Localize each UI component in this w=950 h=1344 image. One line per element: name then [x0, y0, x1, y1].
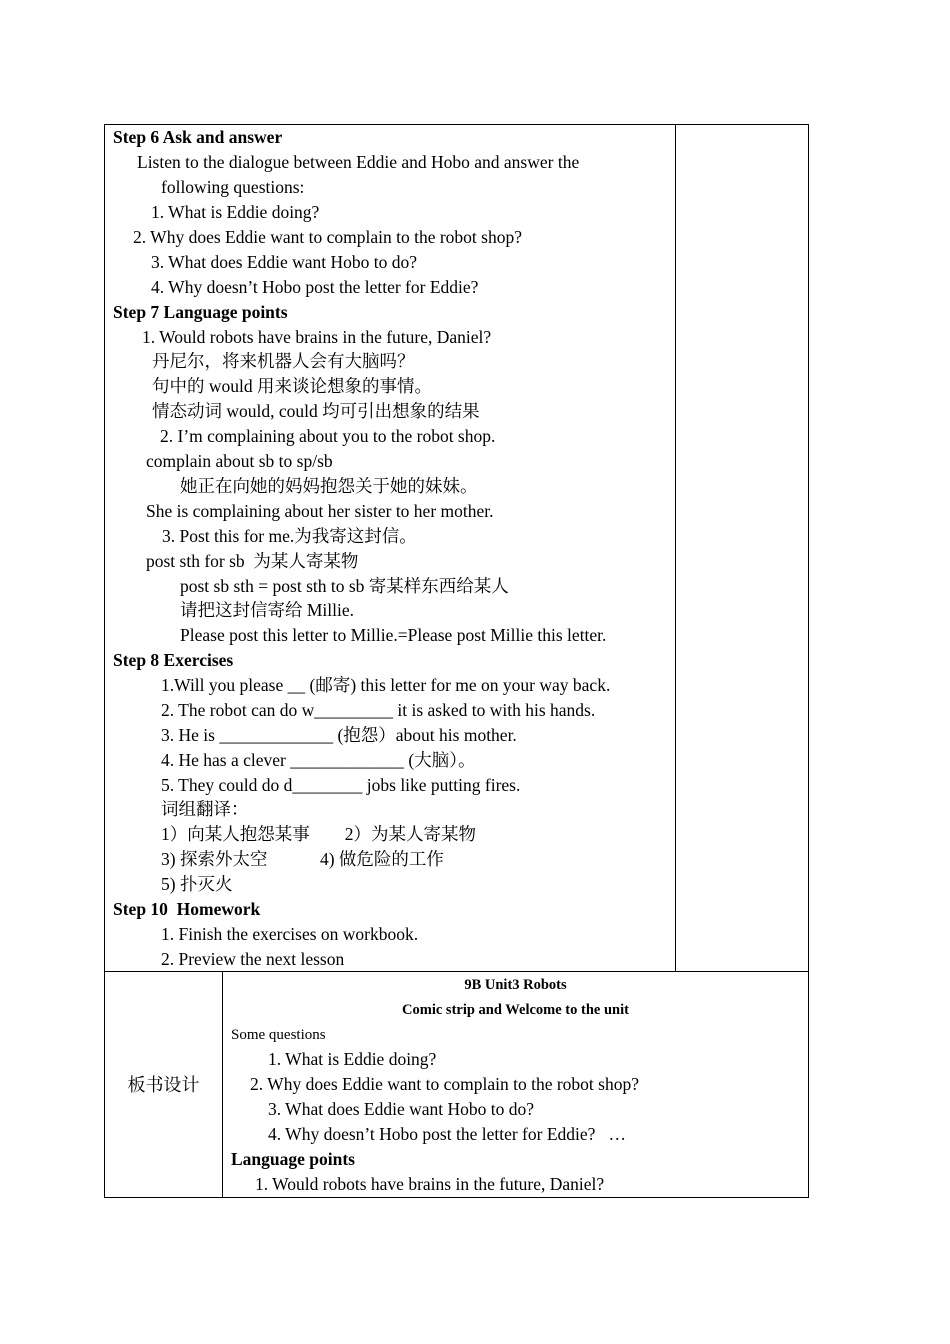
exercise-5: 5. They could do d________ jobs like putting fires. [161, 775, 521, 795]
question-3: 3. What does Eddie want Hobo to do? [151, 252, 418, 272]
board-question-2: 2. Why does Eddie want to complain to the robot shop? [250, 1074, 639, 1094]
board-question-1: 1. What is Eddie doing? [268, 1049, 437, 1069]
board-questions-heading: Some questions [231, 1027, 326, 1043]
step8-heading: Step 8 Exercises [113, 650, 234, 670]
point-2: 2. I’m complaining about you to the robot shop. [160, 426, 496, 446]
exercise-2: 2. The robot can do w_________ it is asked to with his hands. [161, 700, 596, 720]
board-point-1: 1. Would robots have brains in the future, Daniel? [255, 1174, 605, 1194]
point-1-note: 句中的 would 用来谈论想象的事情。 [152, 376, 432, 396]
exercise-4: 4. He has a clever _____________ (大脑）。 [161, 750, 476, 770]
point-1-note-2: 情态动词 would, could 均可引出想象的结果 [152, 401, 480, 421]
step7-heading: Step 7 Language points [113, 302, 288, 322]
point-3: 3. Post this for me.为我寄这封信。 [162, 526, 417, 546]
exercise-1: 1.Will you please __ (邮寄) this letter for me on your way back. [161, 675, 611, 695]
point-2-example-cn: 她正在向她的妈妈抱怨关于她的妹妹。 [180, 476, 478, 496]
point-2-example-en: She is complaining about her sister to her mother. [146, 501, 494, 521]
point-1: 1. Would robots have brains in the future, Daniel? [142, 327, 492, 347]
board-design-label: 板书设计 [127, 1075, 200, 1095]
point-3-pattern: post sth for sb 为某人寄某物 [146, 551, 359, 571]
exercise-3: 3. He is _____________ (抱怨）about his mother. [161, 725, 517, 745]
board-subtitle: Comic strip and Welcome to the unit [402, 1002, 629, 1018]
phrase-row-1: 1）向某人抱怨某事 2）为某人寄某物 [161, 824, 476, 844]
point-2-pattern: complain about sb to sp/sb [146, 451, 333, 471]
step10-heading: Step 10 Homework [113, 899, 261, 919]
board-question-3: 3. What does Eddie want Hobo to do? [268, 1099, 535, 1119]
board-question-4: 4. Why doesn’t Hobo post the letter for Eddie? … [268, 1124, 627, 1144]
step6-instruction-cont: following questions: [161, 177, 305, 197]
point-3-pattern-2: post sb sth = post sth to sb 寄某样东西给某人 [180, 576, 509, 596]
question-2: 2. Why does Eddie want to complain to the robot shop? [133, 227, 522, 247]
homework-1: 1. Finish the exercises on workbook. [161, 924, 419, 944]
phrase-row-2: 3) 探索外太空 4) 做危险的工作 [161, 849, 444, 869]
phrase-row-3: 5) 扑灭火 [161, 874, 233, 894]
board-title: 9B Unit3 Robots [464, 977, 567, 993]
point-1-translation: 丹尼尔，将来机器人会有大脑吗？ [152, 351, 415, 371]
step6-heading: Step 6 Ask and answer [113, 127, 283, 147]
notes-cell [675, 124, 809, 972]
step6-instruction: Listen to the dialogue between Eddie and Hobo and answer the [137, 152, 580, 172]
phrase-translation-heading: 词组翻译： [161, 799, 249, 819]
point-3-example-en: Please post this letter to Millie.=Please post Millie this letter. [180, 625, 607, 645]
board-language-points-heading: Language points [231, 1149, 355, 1169]
question-1: 1. What is Eddie doing? [151, 202, 320, 222]
homework-2: 2. Preview the next lesson [161, 949, 345, 969]
point-3-example-cn: 请把这封信寄给 Millie. [180, 600, 355, 620]
question-4: 4. Why doesn’t Hobo post the letter for Eddie? [151, 277, 479, 297]
